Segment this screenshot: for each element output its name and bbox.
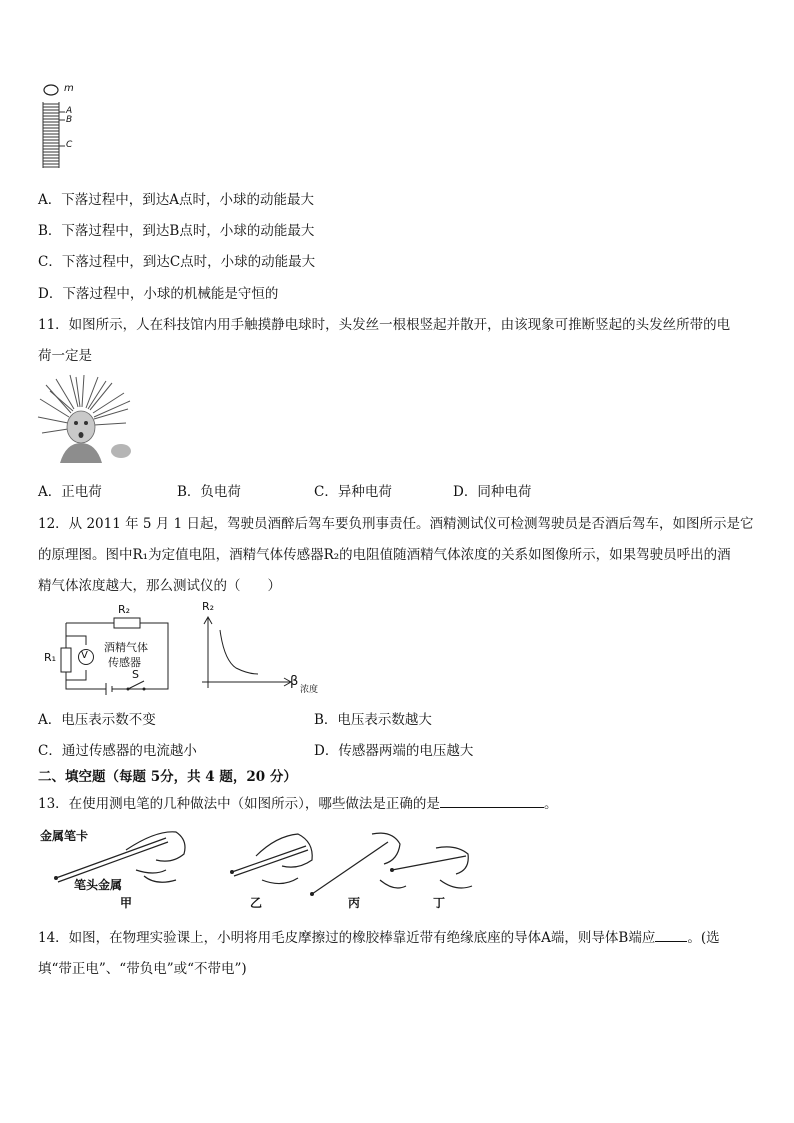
q14-answer-blank[interactable] [655, 928, 687, 942]
q13-answer-blank[interactable] [440, 794, 544, 808]
q11-stem-line1: 11．如图所示，人在科技馆内用手触摸静电球时，头发丝一根根竖起并散开，由该现象可推断竖起的头发丝所带的电 [38, 317, 731, 333]
q11-option-b: B．负电荷 [177, 484, 241, 500]
graph-x-label: β [290, 674, 299, 689]
panel-label-bing: 丙 [348, 896, 361, 910]
q13-stem-text: 13．在使用测电笔的几种做法中（如图所示），哪些做法是正确的是 [38, 796, 440, 812]
q10-option-c: C．下落过程中，到达C点时，小球的动能最大 [38, 254, 316, 270]
spring-ball-figure [38, 80, 88, 175]
label-metal-clip: 金属笔卡 [40, 829, 89, 843]
point-c-label: C [66, 140, 73, 150]
sensor-label-line1: 酒精气体 [104, 641, 148, 654]
test-pencil-figure [36, 820, 476, 912]
graph-y-label: R₂ [202, 600, 215, 613]
q11-stem-line2: 荷一定是 [38, 348, 92, 364]
q14-stem-line2: 填“带正电”、“带负电”或“不带电”) [38, 961, 247, 977]
q11-option-c: C．异种电荷 [314, 484, 392, 500]
resistance-concentration-graph [196, 600, 336, 695]
voltmeter-label: V [81, 650, 88, 661]
q12-stem-line1: 12．从 2011 年 5 月 1 日起，驾驶员酒醉后驾车要负刑事责任。酒精测试仪可检测驾驶员是否酒后驾车，如图所示是它 [38, 516, 754, 532]
q14-stem-end: 。(选 [687, 930, 720, 946]
label-metal-tip: 笔头金属 [74, 878, 123, 892]
graph-x-unit: 浓度 [300, 685, 319, 695]
q13-stem-end: 。 [543, 796, 558, 812]
point-a-label: A [66, 106, 73, 116]
panel-label-ding: 丁 [433, 896, 446, 910]
q13-stem [38, 792, 557, 812]
static-hair-figure [36, 375, 136, 463]
panel-label-yi: 乙 [250, 896, 263, 910]
r1-label: R₁ [44, 651, 57, 664]
q12-option-d: D．传感器两端的电压越大 [314, 743, 474, 759]
q12-option-c: C．通过传感器的电流越小 [38, 743, 197, 759]
switch-label: S [132, 668, 139, 681]
section-heading: 二、填空题（每题 5分，共 4 题，20 分） [38, 769, 297, 785]
sensor-label-line2: 传感器 [108, 656, 141, 669]
panel-label-jia: 甲 [120, 896, 133, 910]
q10-option-b: B．下落过程中，到达B点时，小球的动能最大 [38, 223, 315, 239]
q10-option-d: D．下落过程中，小球的机械能是守恒的 [38, 286, 279, 302]
alcohol-tester-circuit [44, 602, 174, 694]
q12-option-a: A．电压表示数不变 [38, 712, 156, 728]
q12-stem-line3: 精气体浓度越大，那么测试仪的（ ） [38, 578, 281, 594]
point-b-label: B [66, 115, 73, 125]
q10-option-a: A．下落过程中，到达A点时，小球的动能最大 [38, 192, 314, 208]
q12-stem-line2: 的原理图。图中R₁为定值电阻，酒精气体传感器R₂的电阻值随酒精气体浓度的关系如图像所示，如果驾驶员呼出的酒 [38, 547, 731, 563]
q12-option-b: B．电压表示数越大 [314, 712, 432, 728]
q11-option-a: A．正电荷 [38, 484, 102, 500]
q11-option-d: D．同种电荷 [453, 484, 532, 500]
mass-label: m [64, 83, 74, 94]
q14-stem-line1 [38, 926, 720, 946]
r2-label: R₂ [118, 603, 131, 616]
q14-stem-text: 14．如图，在物理实验课上，小明将用毛皮摩擦过的橡胶棒靠近带有绝缘底座的导体A端，则导体B端应 [38, 930, 656, 946]
